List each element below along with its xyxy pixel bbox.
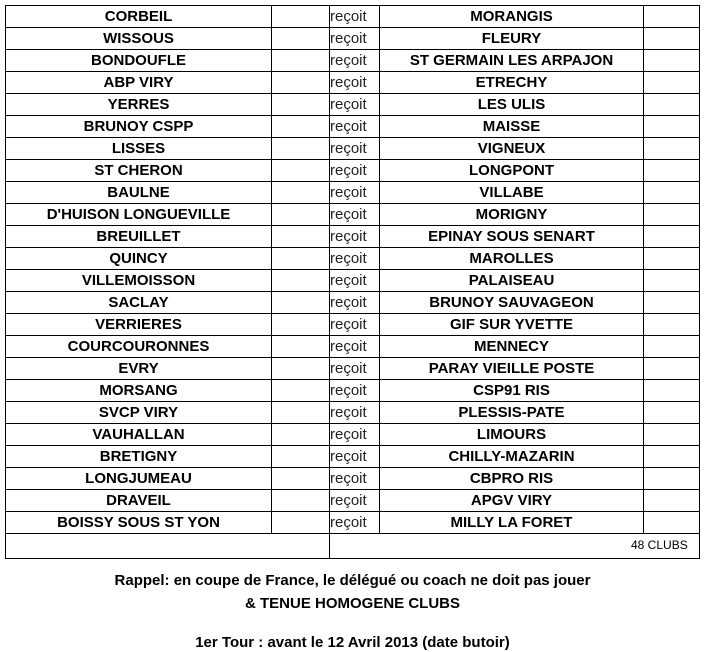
blank-cell xyxy=(272,204,330,226)
blank-cell xyxy=(272,292,330,314)
away-team: MENNECY xyxy=(380,336,644,358)
fixture-row xyxy=(6,28,700,50)
receives-label: reçoit xyxy=(330,50,380,72)
away-team: BRUNOY SAUVAGEON xyxy=(380,292,644,314)
blank-cell xyxy=(644,182,700,204)
receives-label: reçoit xyxy=(330,270,380,292)
fixture-row xyxy=(6,380,700,402)
home-team: VERRIERES xyxy=(6,314,272,336)
blank-cell xyxy=(272,138,330,160)
home-team: SACLAY xyxy=(6,292,272,314)
away-team: MORANGIS xyxy=(380,6,644,28)
blank-cell xyxy=(644,292,700,314)
away-team: CBPRO RIS xyxy=(380,468,644,490)
home-team: WISSOUS xyxy=(6,28,272,50)
receives-label: reçoit xyxy=(330,226,380,248)
blank-cell xyxy=(644,138,700,160)
blank-cell xyxy=(644,490,700,512)
blank-cell xyxy=(644,512,700,534)
fixture-row xyxy=(6,182,700,204)
blank-cell xyxy=(644,50,700,72)
away-team: MAROLLES xyxy=(380,248,644,270)
fixture-row xyxy=(6,50,700,72)
receives-label: reçoit xyxy=(330,336,380,358)
away-team: EPINAY SOUS SENART xyxy=(380,226,644,248)
blank-cell xyxy=(644,116,700,138)
away-team: APGV VIRY xyxy=(380,490,644,512)
home-team: LISSES xyxy=(6,138,272,160)
receives-label: reçoit xyxy=(330,182,380,204)
home-team: EVRY xyxy=(6,358,272,380)
fixture-row xyxy=(6,116,700,138)
blank-cell xyxy=(272,512,330,534)
home-team: COURCOURONNES xyxy=(6,336,272,358)
fixture-row xyxy=(6,138,700,160)
receives-label: reçoit xyxy=(330,160,380,182)
home-team: LONGJUMEAU xyxy=(6,468,272,490)
fixture-row xyxy=(6,402,700,424)
home-team: VILLEMOISSON xyxy=(6,270,272,292)
receives-label: reçoit xyxy=(330,512,380,534)
home-team: VAUHALLAN xyxy=(6,424,272,446)
fixture-row xyxy=(6,490,700,512)
blank-cell xyxy=(644,94,700,116)
away-team: LONGPONT xyxy=(380,160,644,182)
blank-cell xyxy=(644,248,700,270)
blank-cell xyxy=(644,402,700,424)
round-deadline: 1er Tour : avant le 12 Avril 2013 (date butoir) xyxy=(195,634,510,651)
fixture-row xyxy=(6,314,700,336)
blank-cell xyxy=(272,116,330,138)
away-team: VIGNEUX xyxy=(380,138,644,160)
home-team: BREUILLET xyxy=(6,226,272,248)
blank-cell xyxy=(272,94,330,116)
fixture-row xyxy=(6,468,700,490)
receives-label: reçoit xyxy=(330,424,380,446)
away-team: LIMOURS xyxy=(380,424,644,446)
away-team: CHILLY-MAZARIN xyxy=(380,446,644,468)
fixture-row xyxy=(6,160,700,182)
blank-cell xyxy=(272,446,330,468)
blank-cell xyxy=(644,72,700,94)
receives-label: reçoit xyxy=(330,28,380,50)
home-team: BOISSY SOUS ST YON xyxy=(6,512,272,534)
blank-cell xyxy=(644,380,700,402)
home-team: ST CHERON xyxy=(6,160,272,182)
fixture-row xyxy=(6,270,700,292)
home-team: BAULNE xyxy=(6,182,272,204)
away-team: VILLABE xyxy=(380,182,644,204)
blank-cell xyxy=(644,358,700,380)
blank-cell xyxy=(272,314,330,336)
home-team: CORBEIL xyxy=(6,6,272,28)
home-team: YERRES xyxy=(6,94,272,116)
home-team: QUINCY xyxy=(6,248,272,270)
receives-label: reçoit xyxy=(330,292,380,314)
receives-label: reçoit xyxy=(330,446,380,468)
fixtures-body xyxy=(6,6,700,559)
away-team: MAISSE xyxy=(380,116,644,138)
home-team: SVCP VIRY xyxy=(6,402,272,424)
blank-cell xyxy=(644,226,700,248)
clubs-count: 48 CLUBS xyxy=(631,538,688,552)
home-team: BRUNOY CSPP xyxy=(6,116,272,138)
home-team: ABP VIRY xyxy=(6,72,272,94)
fixture-row xyxy=(6,6,700,28)
away-team: MORIGNY xyxy=(380,204,644,226)
blank-cell xyxy=(272,468,330,490)
receives-label: reçoit xyxy=(330,116,380,138)
receives-label: reçoit xyxy=(330,358,380,380)
blank-cell xyxy=(644,204,700,226)
blank-cell xyxy=(272,28,330,50)
blank-cell xyxy=(272,490,330,512)
away-team: ST GERMAIN LES ARPAJON xyxy=(380,50,644,72)
fixture-row xyxy=(6,248,700,270)
away-team: ETRECHY xyxy=(380,72,644,94)
home-team: BONDOUFLE xyxy=(6,50,272,72)
blank-cell xyxy=(644,270,700,292)
blank-cell xyxy=(272,72,330,94)
blank-cell xyxy=(272,248,330,270)
away-team: GIF SUR YVETTE xyxy=(380,314,644,336)
blank-cell xyxy=(644,314,700,336)
blank-cell xyxy=(272,160,330,182)
receives-label: reçoit xyxy=(330,402,380,424)
away-team: LES ULIS xyxy=(380,94,644,116)
empty-box xyxy=(6,534,330,559)
blank-cell xyxy=(644,446,700,468)
blank-cell xyxy=(272,182,330,204)
home-team: D'HUISON LONGUEVILLE xyxy=(6,204,272,226)
blank-cell xyxy=(644,160,700,182)
fixtures-table xyxy=(5,5,700,559)
away-team: PARAY VIEILLE POSTE xyxy=(380,358,644,380)
blank-cell xyxy=(644,6,700,28)
fixture-row xyxy=(6,336,700,358)
blank-cell xyxy=(644,28,700,50)
fixture-row xyxy=(6,424,700,446)
reminder-note: Rappel: en coupe de France, le délégué ou coach ne doit pas jouer xyxy=(114,572,591,589)
away-team: FLEURY xyxy=(380,28,644,50)
away-team: PALAISEAU xyxy=(380,270,644,292)
blank-cell xyxy=(272,402,330,424)
fixture-row xyxy=(6,358,700,380)
fixture-row xyxy=(6,292,700,314)
home-team: BRETIGNY xyxy=(6,446,272,468)
fixture-row xyxy=(6,446,700,468)
fixture-row xyxy=(6,512,700,534)
away-team: MILLY LA FORET xyxy=(380,512,644,534)
receives-label: reçoit xyxy=(330,6,380,28)
blank-cell xyxy=(644,424,700,446)
fixture-row xyxy=(6,72,700,94)
blank-cell xyxy=(644,468,700,490)
receives-label: reçoit xyxy=(330,94,380,116)
home-team: DRAVEIL xyxy=(6,490,272,512)
receives-label: reçoit xyxy=(330,204,380,226)
receives-label: reçoit xyxy=(330,468,380,490)
blank-cell xyxy=(272,336,330,358)
blank-cell xyxy=(272,424,330,446)
away-team: CSP91 RIS xyxy=(380,380,644,402)
blank-cell xyxy=(272,380,330,402)
summary-row xyxy=(6,534,700,559)
receives-label: reçoit xyxy=(330,72,380,94)
fixture-row xyxy=(6,226,700,248)
fixture-row xyxy=(6,204,700,226)
blank-cell xyxy=(644,336,700,358)
home-team: MORSANG xyxy=(6,380,272,402)
receives-label: reçoit xyxy=(330,314,380,336)
blank-cell xyxy=(272,6,330,28)
uniform-note: & TENUE HOMOGENE CLUBS xyxy=(244,595,460,612)
blank-cell xyxy=(272,226,330,248)
away-team: PLESSIS-PATE xyxy=(380,402,644,424)
fixture-row xyxy=(6,94,700,116)
receives-label: reçoit xyxy=(330,248,380,270)
blank-cell xyxy=(272,50,330,72)
blank-cell xyxy=(272,358,330,380)
receives-label: reçoit xyxy=(330,490,380,512)
receives-label: reçoit xyxy=(330,138,380,160)
receives-label: reçoit xyxy=(330,380,380,402)
blank-cell xyxy=(272,270,330,292)
